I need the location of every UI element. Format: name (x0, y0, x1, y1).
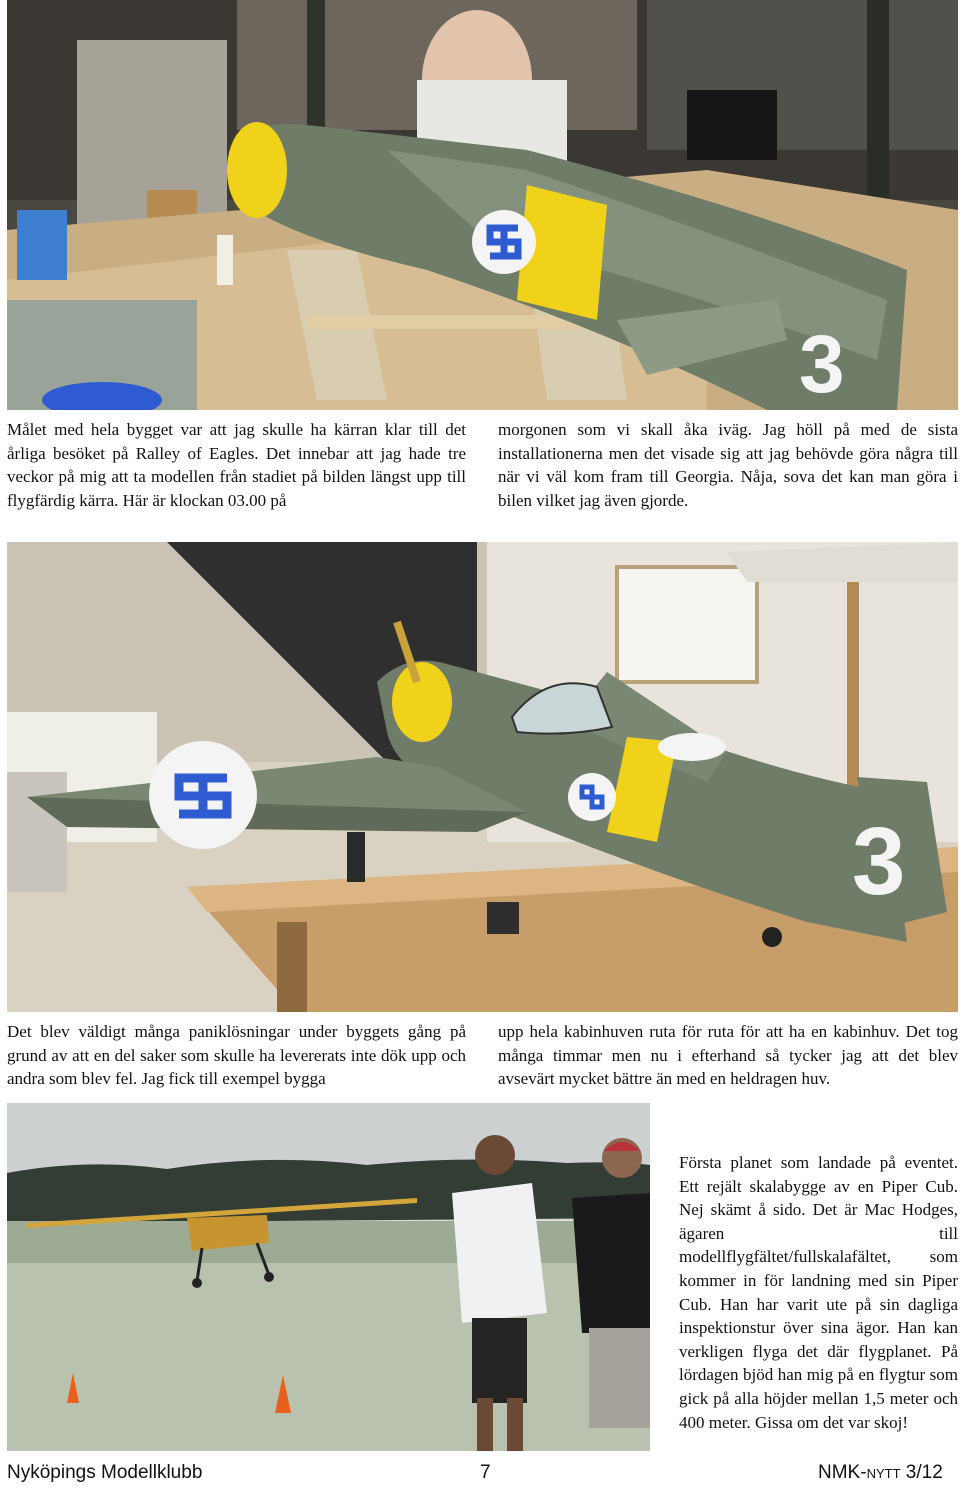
text-col-bottom (679, 1151, 958, 1434)
paragraph: Målet med hela bygget var att jag skulle ha kärran klar till det årliga besöket på Ralley of Eagles. Det innebar att jag hade tre veckor på mig att ta modellen från stadiet på bilden längst upp till flygfärdig kärra. Här är klockan 03.00 på (7, 420, 466, 510)
mag-prefix: NMK- (818, 1462, 867, 1483)
footer-page-number (480, 1462, 491, 1484)
paragraph: upp hela kabinhuven ruta för ruta för att ha en kabinhuv. Det tog många timmar men nu i efterhand så tycker jag att det blev avsevärt mycket bättre än med en heldragen huv. (498, 1022, 958, 1089)
paragraph: Det blev väldigt många paniklösningar under byggets gång på grund av att en del saker som skulle ha levererats inte dök upp och andra som blev fel. Jag fick till exempel bygga (7, 1022, 466, 1089)
page-number: 7 (480, 1462, 491, 1483)
footer-magazine-issue (818, 1462, 943, 1484)
garage-tail-number: 3 (852, 808, 906, 915)
club-name: Nyköpings Modellklubb (7, 1462, 203, 1483)
text-col1-mid (7, 1020, 466, 1091)
issue-number: 3/12 (905, 1462, 943, 1483)
photo-airfield-piper-cub (7, 1103, 650, 1451)
text-col2-top (498, 418, 958, 512)
paragraph: Första planet som landade på eventet. Ett rejält skalabygge av en Piper Cub. Nej skämt å sido. Det är Mac Hodges, ägaren till modellflygfältet/fullskalafältet, som kommer in för landning med sin Piper Cub. Han har varit ute på sin dagliga inspektionstur över sina ägor. Han kan verkligen flyga det där flygplanet. På lördagen bjöd han mig på en flygtur som gick på alla höjder mellan 1,5 meter och 400 meter. Gissa om det var skoj! (679, 1153, 958, 1432)
workshop-tail-number: 3 (799, 319, 845, 410)
photo-garage-finished-model (7, 542, 958, 1012)
text-col2-mid (498, 1020, 958, 1091)
paragraph: morgonen som vi skall åka iväg. Jag höll på med de sista installationerna men det visade sig att jag behövde göra några till när vi väl kom fram till Georgia. Nåja, sova det kan man göra i bilen vilket jag även gjorde. (498, 420, 958, 510)
mag-nytt: nytt (866, 1462, 901, 1483)
photo-workshop-build (7, 0, 958, 410)
footer-club-name (7, 1462, 202, 1484)
text-col1-top (7, 418, 466, 512)
